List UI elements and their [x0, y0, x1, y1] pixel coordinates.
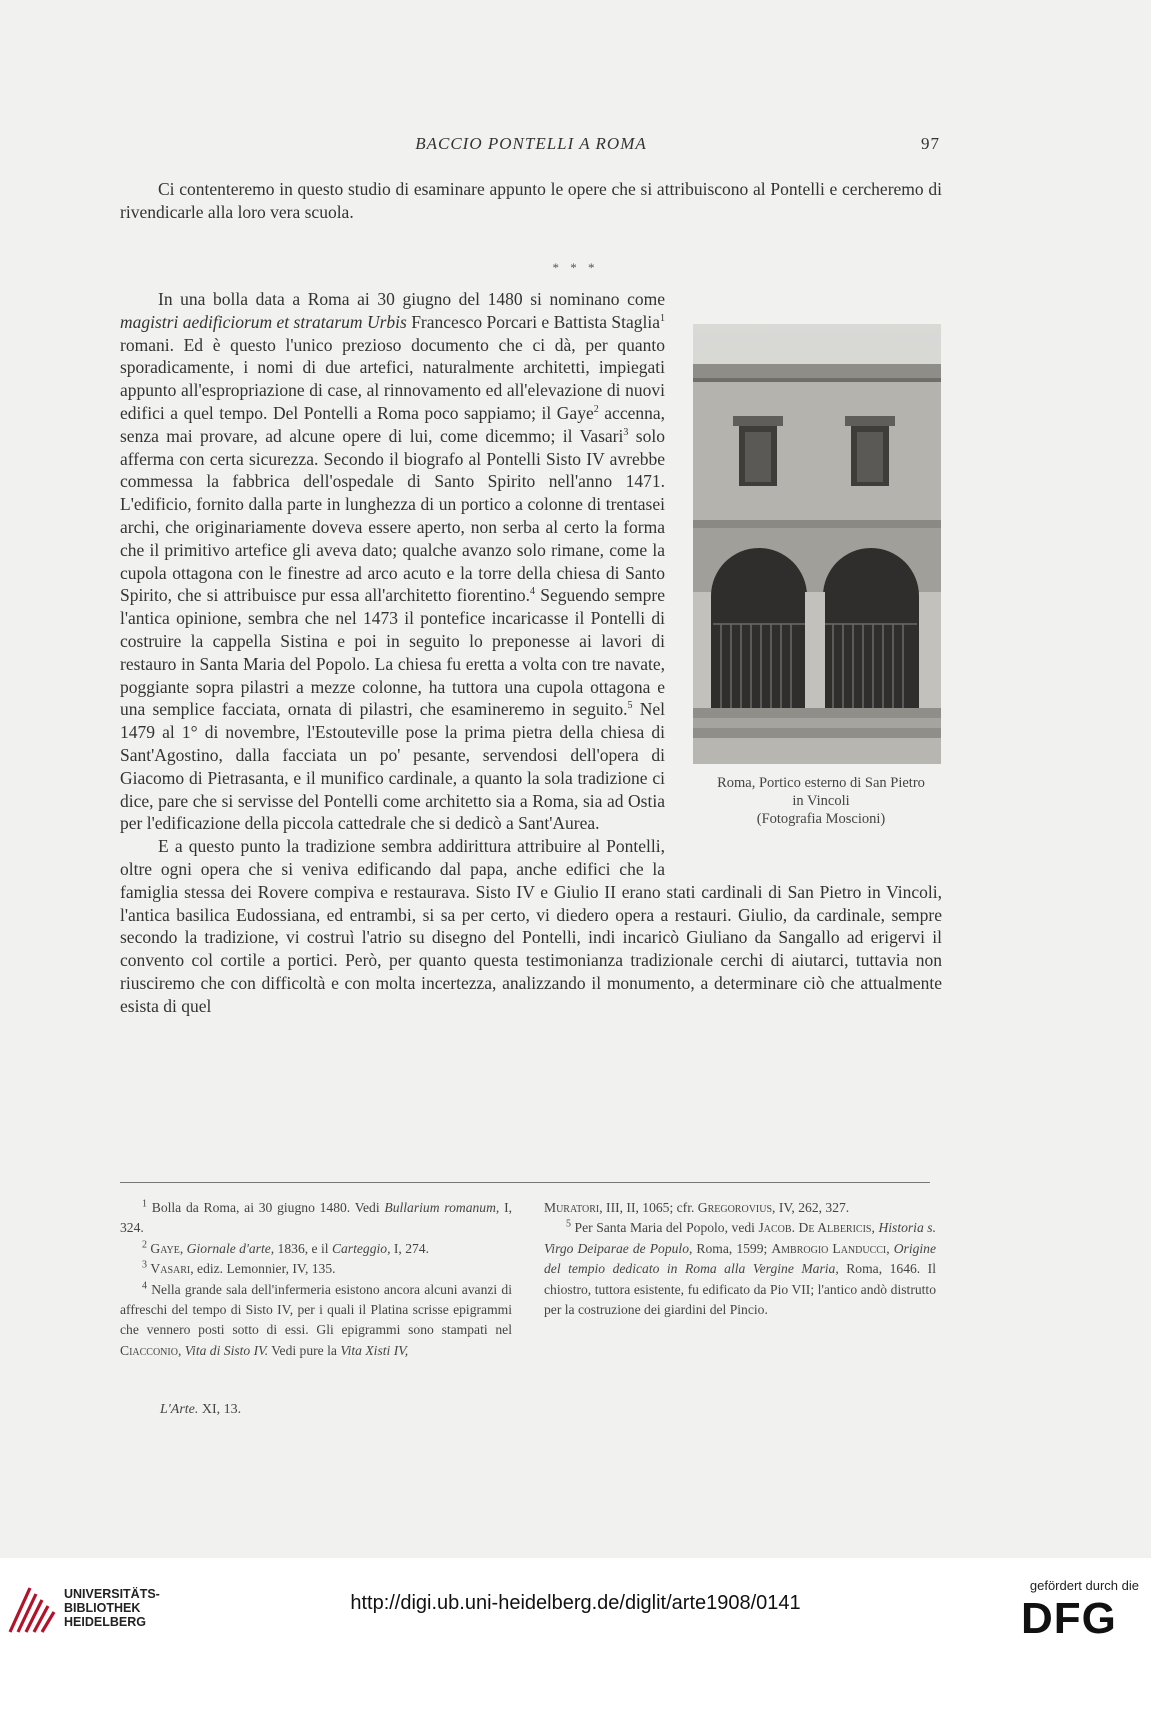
- intro-paragraph-block: [120, 178, 942, 224]
- funded-by-label: gefördert durch die: [1029, 1578, 1139, 1593]
- footnote-ref: 1: [660, 312, 666, 324]
- footnote-2: $^2$ Gaye, Giornale d'arte, 1836, e il Carteggio, I, 274.: [142, 1239, 429, 1256]
- running-title: BACCIO PONTELLI A ROMA: [415, 134, 647, 153]
- footnote-4-continued: Muratori, III, II, 1065; cfr. Gregorovius, IV, 262, 327.: [544, 1200, 850, 1215]
- portico-photo-image: [693, 324, 941, 764]
- signature-mark: L'Arte. XI, 13.: [160, 1402, 242, 1417]
- main-text-block: [120, 288, 942, 1018]
- second-paragraph: E a questo punto la tradizione sembra addirittura attribuire al Pontelli, oltre ogni opera che si veniva edificando dal papa, anche edifici che la famiglia stessa dei Rovere compiva e restaurava. Sisto IV e Giulio II erano stati cardinali di San Pietro in Vincoli, l'antica basilica Eudossiana, ed entrambi, si sa per certo, vi diedero opera a restauri. Giulio, da cardinale, sempre secondo la tradizione, vi costruì l'atrio su disegno del Pontelli, indi incaricò Giuliano da Sangallo ad erigervi il convento col cortile a portici. Però, per quanto questa testimonianza tradizionale cerchi di aiutarci, tuttavia non riusciremo che con difficoltà e con molta incertezza, analizzando il monumento, a determinare ciò che attualmente esista di quel: [120, 836, 942, 1016]
- dfg-logo: DFG: [1021, 1594, 1117, 1643]
- footnote-rule: [120, 1182, 930, 1183]
- permalink-url[interactable]: http://digi.ub.uni-heidelberg.de/diglit/arte1908/0141: [350, 1592, 801, 1614]
- footnotes-right-column: [544, 1198, 936, 1320]
- footnote-1: $^1$ Bolla da Roma, ai 30 giugno 1480. Vedi Bullarium romanum, I, 324.: [120, 1198, 512, 1236]
- footnotes-left-column: [120, 1198, 512, 1361]
- footnote-ref: 3: [623, 426, 629, 438]
- page-number: 97: [921, 134, 940, 153]
- caption-line: (Fotografia Moscioni): [756, 811, 886, 827]
- footnote-4: $^4$ Nella grande sala dell'infermeria esistono ancora alcuni avanzi di affreschi del tempo di Sisto IV, per i quali il Platina scrisse epigrammi che vennero posti sotto di essi. Gli epigrammi sono stampati nel Ciacconio, Vita di Sisto IV. Vedi pure la Vita Xisti IV,: [120, 1280, 512, 1358]
- portico-photograph: [693, 324, 941, 764]
- footnote-5: $^5$ Per Santa Maria del Popolo, vedi Jacob. De Albericis, Historia s. Virgo Deiparae de Populo, Roma, 1599; Ambrogio Landucci, Origine del tempio dedicato in Roma alla Vergine Maria, Roma, 1646. Il chiostro, tuttora esistente, fu edificato da Pio VII; l'antico andò distrutto per la costruzione dei giardini del Pincio.: [544, 1218, 937, 1318]
- section-separator: * * *: [552, 260, 599, 275]
- footnote-3: $^3$ Vasari, ediz. Lemonnier, IV, 135.: [142, 1259, 336, 1277]
- intro-paragraph: Ci contenteremo in questo studio di esaminare appunto le opere che si attribuiscono al Pontelli e cercheremo di rivendicarle alla loro vera scuola.: [120, 179, 942, 222]
- footnote-ref: 4: [530, 586, 535, 598]
- footnote-ref: 2: [593, 404, 599, 416]
- main-paragraph: In una bolla data a Roma ai 30 giugno del 1480 si nominano come magistri aedificiorum et stratarum Urbis Francesco Porcari e Battista Staglia$^1$ romani. Ed è questo l'unico prezioso documento che ci dà, per quanto sporadicamente, i nomi di due artefici, naturalmente architetti, impiegati appunto all'espropriazione di case, al rinnovamento ed all'elevazione di nuovi edifici a quel tempo. Del Pontelli a Roma poco sappiamo; il Gaye$^2$ accenna, senza mai provare, ad alcune opere di lui, come dicemmo; il Vasari$^3$ solo afferma con certa sicurezza. Secondo il biografo al Pontelli Sisto IV avrebbe commessa la fabbrica dell'ospedale di Santo Spirito nell'anno 1471. L'edificio, fornito dalla parte in lunghezza di un portico a colonne di trentasei archi, che originariamente doveva essere aperto, non serba al certo la forma che il primitivo artefice gli aveva dato; qualche avanzo solo rimane, come la cupola ottagona con le finestre ad arco acuto e la torre della chiesa di Santo Spirito, che si attribuisce pur essa all'architetto fiorentino.$^4$ Seguendo sempre l'antica opinione, sembra che nel 1473 il pontefice incaricasse il Pontelli di costruire la cappella Sistina e poi in seguito lo preponesse ai lavori di restauro in Santa Maria del Popolo. La chiesa fu eretta a volta con tre navate, poggiante sopra pilastri a mezze colonne, ha tuttora una cupola ottagona e una semplice facciata, ornata di pilastri, che esamineremo in seguito.$^5$ Nel 1479 al 1° di novembre, l'Estouteville pose la prima pietra della chiesa di Sant'Agostino, dalla facciata un po' pesante, servendosi dell'opera di Giacomo di Pietrasanta, e il munifico cardinale, a quanto la sola tradizione ci dice, pare che si servisse del Pontelli come architetto sia a Roma, sia ad Ostia per l'edificazione della piccola cattedrale che si dedicò a Sant'Aurea.: [120, 289, 666, 834]
- figure: [687, 288, 942, 862]
- footer-bar: [0, 1558, 1151, 1715]
- caption-line: Roma, Portico esterno di San Pietro: [717, 775, 925, 791]
- figure-caption: [687, 774, 955, 828]
- footnote-ref: 5: [627, 700, 633, 712]
- caption-line: in Vincoli: [792, 793, 850, 809]
- library-name: UNIVERSITÄTS- BIBLIOTHEK HEIDELBERG: [64, 1587, 160, 1629]
